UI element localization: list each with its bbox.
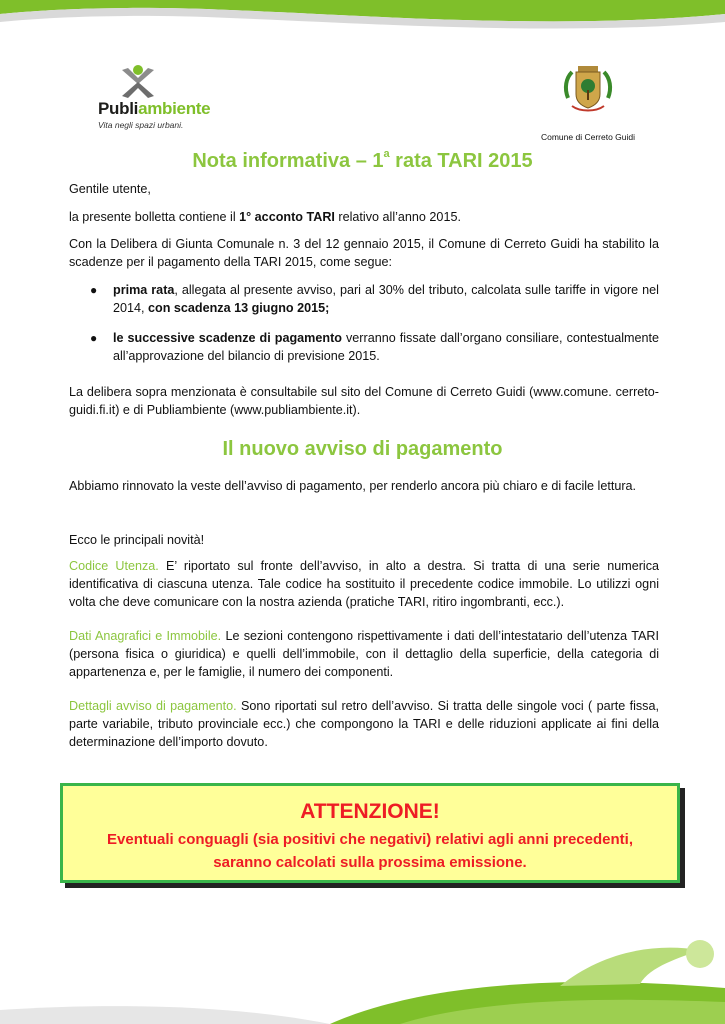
bullet-prima-rata: prima rata, allegata al presente avviso, pari al 30% del tributo, calcolata sulle tariffe in vigore nel 2014, con scadenza 13 giugno 2015;: [113, 283, 659, 315]
notice-line-1: Eventuali conguagli (sia positivi che negativi) relativi agli anni precedenti,: [107, 831, 633, 848]
comune-crest-icon: [560, 64, 616, 114]
item-dati-anagrafici: Dati Anagrafici e Immobile. Le sezioni contengono rispettivamente i dati dell’intestatario dell’utenza TARI (persona fisica o giuridica) e quelli dell’immobile, con il dettaglio della superficie, della categoria di appartenenza e, per le famiglie, il numero dei componenti.: [69, 629, 659, 679]
bullet-dot-icon: ●: [90, 331, 98, 345]
section2-intro: Abbiamo rinnovato la veste dell’avviso di pagamento, per renderlo ancora più chiaro e di facile lettura.: [69, 479, 637, 493]
item-codice-utenza: Codice Utenza. E’ riportato sul fronte dell’avviso, in alto a destra. Si tratta di una serie numerica identificativa di ciascuna utenza. Tale codice ha sostituito il precedente codice immobile. Lo utilizzi ogni volta che deve comunicare con la nostra azienda (pratiche TARI, ritiro ingombranti, ecc.).: [69, 559, 660, 609]
intro-line: la presente bolletta contiene il 1° acconto TARI relativo all’anno 2015.: [69, 210, 461, 224]
notice-line-2: saranno calcolati sulla prossima emissione.: [213, 854, 527, 871]
logo-tagline: Vita negli spazi urbani.: [98, 120, 184, 130]
bullet-dot-icon: ●: [90, 283, 98, 297]
novita-line: Ecco le principali novità!: [69, 533, 205, 547]
logo-wordmark: Publiambiente: [98, 99, 211, 118]
bullet-successive-scadenze: le successive scadenze di pagamento verranno fissate dall’organo consiliare, contestualmente all’approvazione del bilancio di previsione 2015.: [113, 331, 659, 363]
publiambiente-logo: [98, 64, 211, 130]
comune-label: Comune di Cerreto Guidi: [540, 132, 635, 142]
top-green-swoosh: [0, 0, 725, 40]
notice-title: ATTENZIONE!: [300, 800, 440, 823]
comune-crest-block: [528, 64, 648, 142]
item-dettagli-avviso: Dettagli avviso di pagamento. Sono riportati sul retro dell’avviso. Si tratta delle singole voci ( parte fissa, parte variabile, tributo provinciale ecc.) che compongono la TARI e delle riduzioni applicate ai fini della determinazione dell’importo dovuto.: [69, 699, 659, 749]
attention-notice-box: [60, 783, 680, 883]
publiambiente-mark-icon: [118, 64, 158, 98]
delibera-note: La delibera sopra menzionata è consultabile sul sito del Comune di Cerreto Guidi (www.comune. cerreto-guidi.fi.it) e di Publiambiente (www.publiambiente.it).: [69, 385, 659, 417]
section-heading: Il nuovo avviso di pagamento: [222, 438, 503, 460]
delibera-paragraph: Con la Delibera di Giunta Comunale n. 3 del 12 gennaio 2015, il Comune di Cerreto Guidi ha stabilito la scadenze per il pagamento della TARI 2015, come segue:: [69, 237, 659, 269]
bottom-green-swoosh: [0, 914, 725, 1024]
greeting: Gentile utente,: [69, 182, 151, 196]
page-title: Nota informativa – 1$^a$ rata TARI 2015: [192, 148, 533, 172]
